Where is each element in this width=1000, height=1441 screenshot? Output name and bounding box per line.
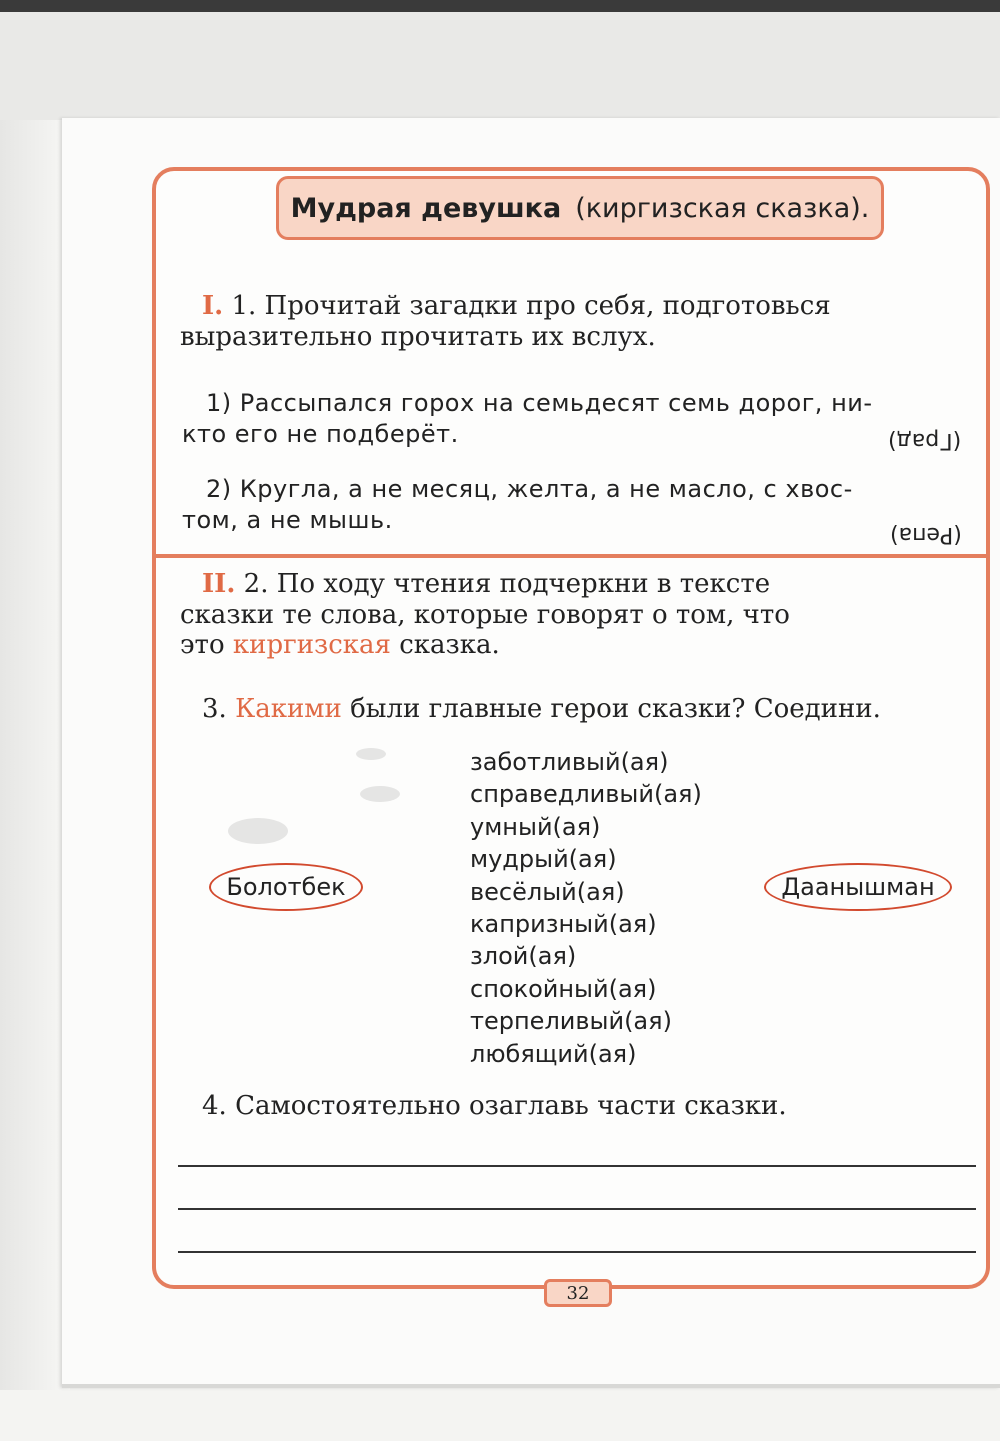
task2-line3 — [180, 630, 500, 661]
section-divider — [152, 554, 990, 558]
task2-line3-pre: это — [180, 630, 225, 660]
task3-accent-word: Какими — [235, 694, 342, 724]
riddle1-answer-text: (Град) — [888, 428, 962, 453]
lesson-title — [276, 176, 884, 240]
riddle1-answer — [888, 428, 961, 453]
task3-number: 3. — [202, 694, 227, 724]
page-bottom-edge — [62, 1384, 1000, 1388]
adjective-list — [470, 746, 702, 1070]
adjective-item[interactable]: мудрый(ая) — [470, 845, 617, 874]
hero-left-name: Болотбек — [226, 873, 346, 901]
page-stack-edge — [0, 120, 70, 1390]
task1-line1 — [202, 291, 831, 322]
task4-line: 4. Самостоятельно озаглавь части сказки. — [202, 1091, 787, 1121]
section1-roman: I. — [202, 291, 224, 321]
task1-text1: 1. Прочитай загадки про себя, подготовься — [231, 291, 831, 321]
adjective-item[interactable]: злой(ая) — [470, 942, 577, 971]
task1-line2: выразительно прочитать их вслух. — [180, 322, 656, 352]
task2-line3-post: сказка. — [399, 630, 500, 660]
riddle1-line2: кто его не подберёт. — [182, 420, 459, 448]
smudge-mark — [228, 818, 288, 844]
task3-line — [202, 694, 881, 725]
hero-right-oval[interactable] — [764, 863, 952, 911]
adjective-item[interactable]: любящий(ая) — [470, 1039, 637, 1068]
page-number: 32 — [544, 1279, 612, 1307]
riddle2-answer-text: (Репа) — [890, 522, 962, 547]
smudge-mark — [356, 748, 386, 760]
answer-line-1[interactable] — [178, 1165, 976, 1167]
title-main: Мудрая девушка — [290, 192, 562, 224]
scan-background — [0, 12, 1000, 120]
smudge-mark — [360, 786, 400, 802]
task2-line1 — [202, 569, 770, 600]
adjective-item[interactable]: умный(ая) — [470, 812, 601, 841]
adjective-item[interactable]: терпеливый(ая) — [470, 1007, 672, 1036]
answer-line-2[interactable] — [178, 1208, 976, 1210]
riddle2-answer — [890, 522, 962, 547]
task2-accent-word: киргизская — [232, 630, 391, 660]
adjective-item[interactable]: справедливый(ая) — [470, 780, 702, 809]
task2-text1: 2. По ходу чтения подчеркни в тексте — [243, 569, 771, 599]
task3-text: были главные герои сказки? Соедини. — [350, 694, 881, 724]
adjective-item[interactable]: спокойный(ая) — [470, 974, 657, 1003]
section2-roman: II. — [202, 569, 236, 599]
riddle1-line1: 1) Рассыпался горох на семьдесят семь дорог, ни- — [206, 389, 873, 417]
adjective-item[interactable]: весёлый(ая) — [470, 877, 625, 906]
scan-top-edge — [0, 0, 1000, 12]
adjective-item[interactable]: заботливый(ая) — [470, 748, 669, 776]
riddle2-line1: 2) Кругла, а не месяц, желта, а не масло, с хвос- — [206, 475, 853, 503]
hero-right-name: Даанышман — [781, 873, 935, 901]
adjective-item[interactable]: капризный(ая) — [470, 909, 657, 938]
title-sub: (киргизская сказка). — [575, 192, 870, 224]
riddle2-line2: том, а не мышь. — [182, 506, 393, 534]
answer-line-3[interactable] — [178, 1251, 976, 1253]
hero-left-oval[interactable] — [209, 863, 363, 911]
task2-line2: сказки те слова, которые говорят о том, что — [180, 600, 790, 630]
